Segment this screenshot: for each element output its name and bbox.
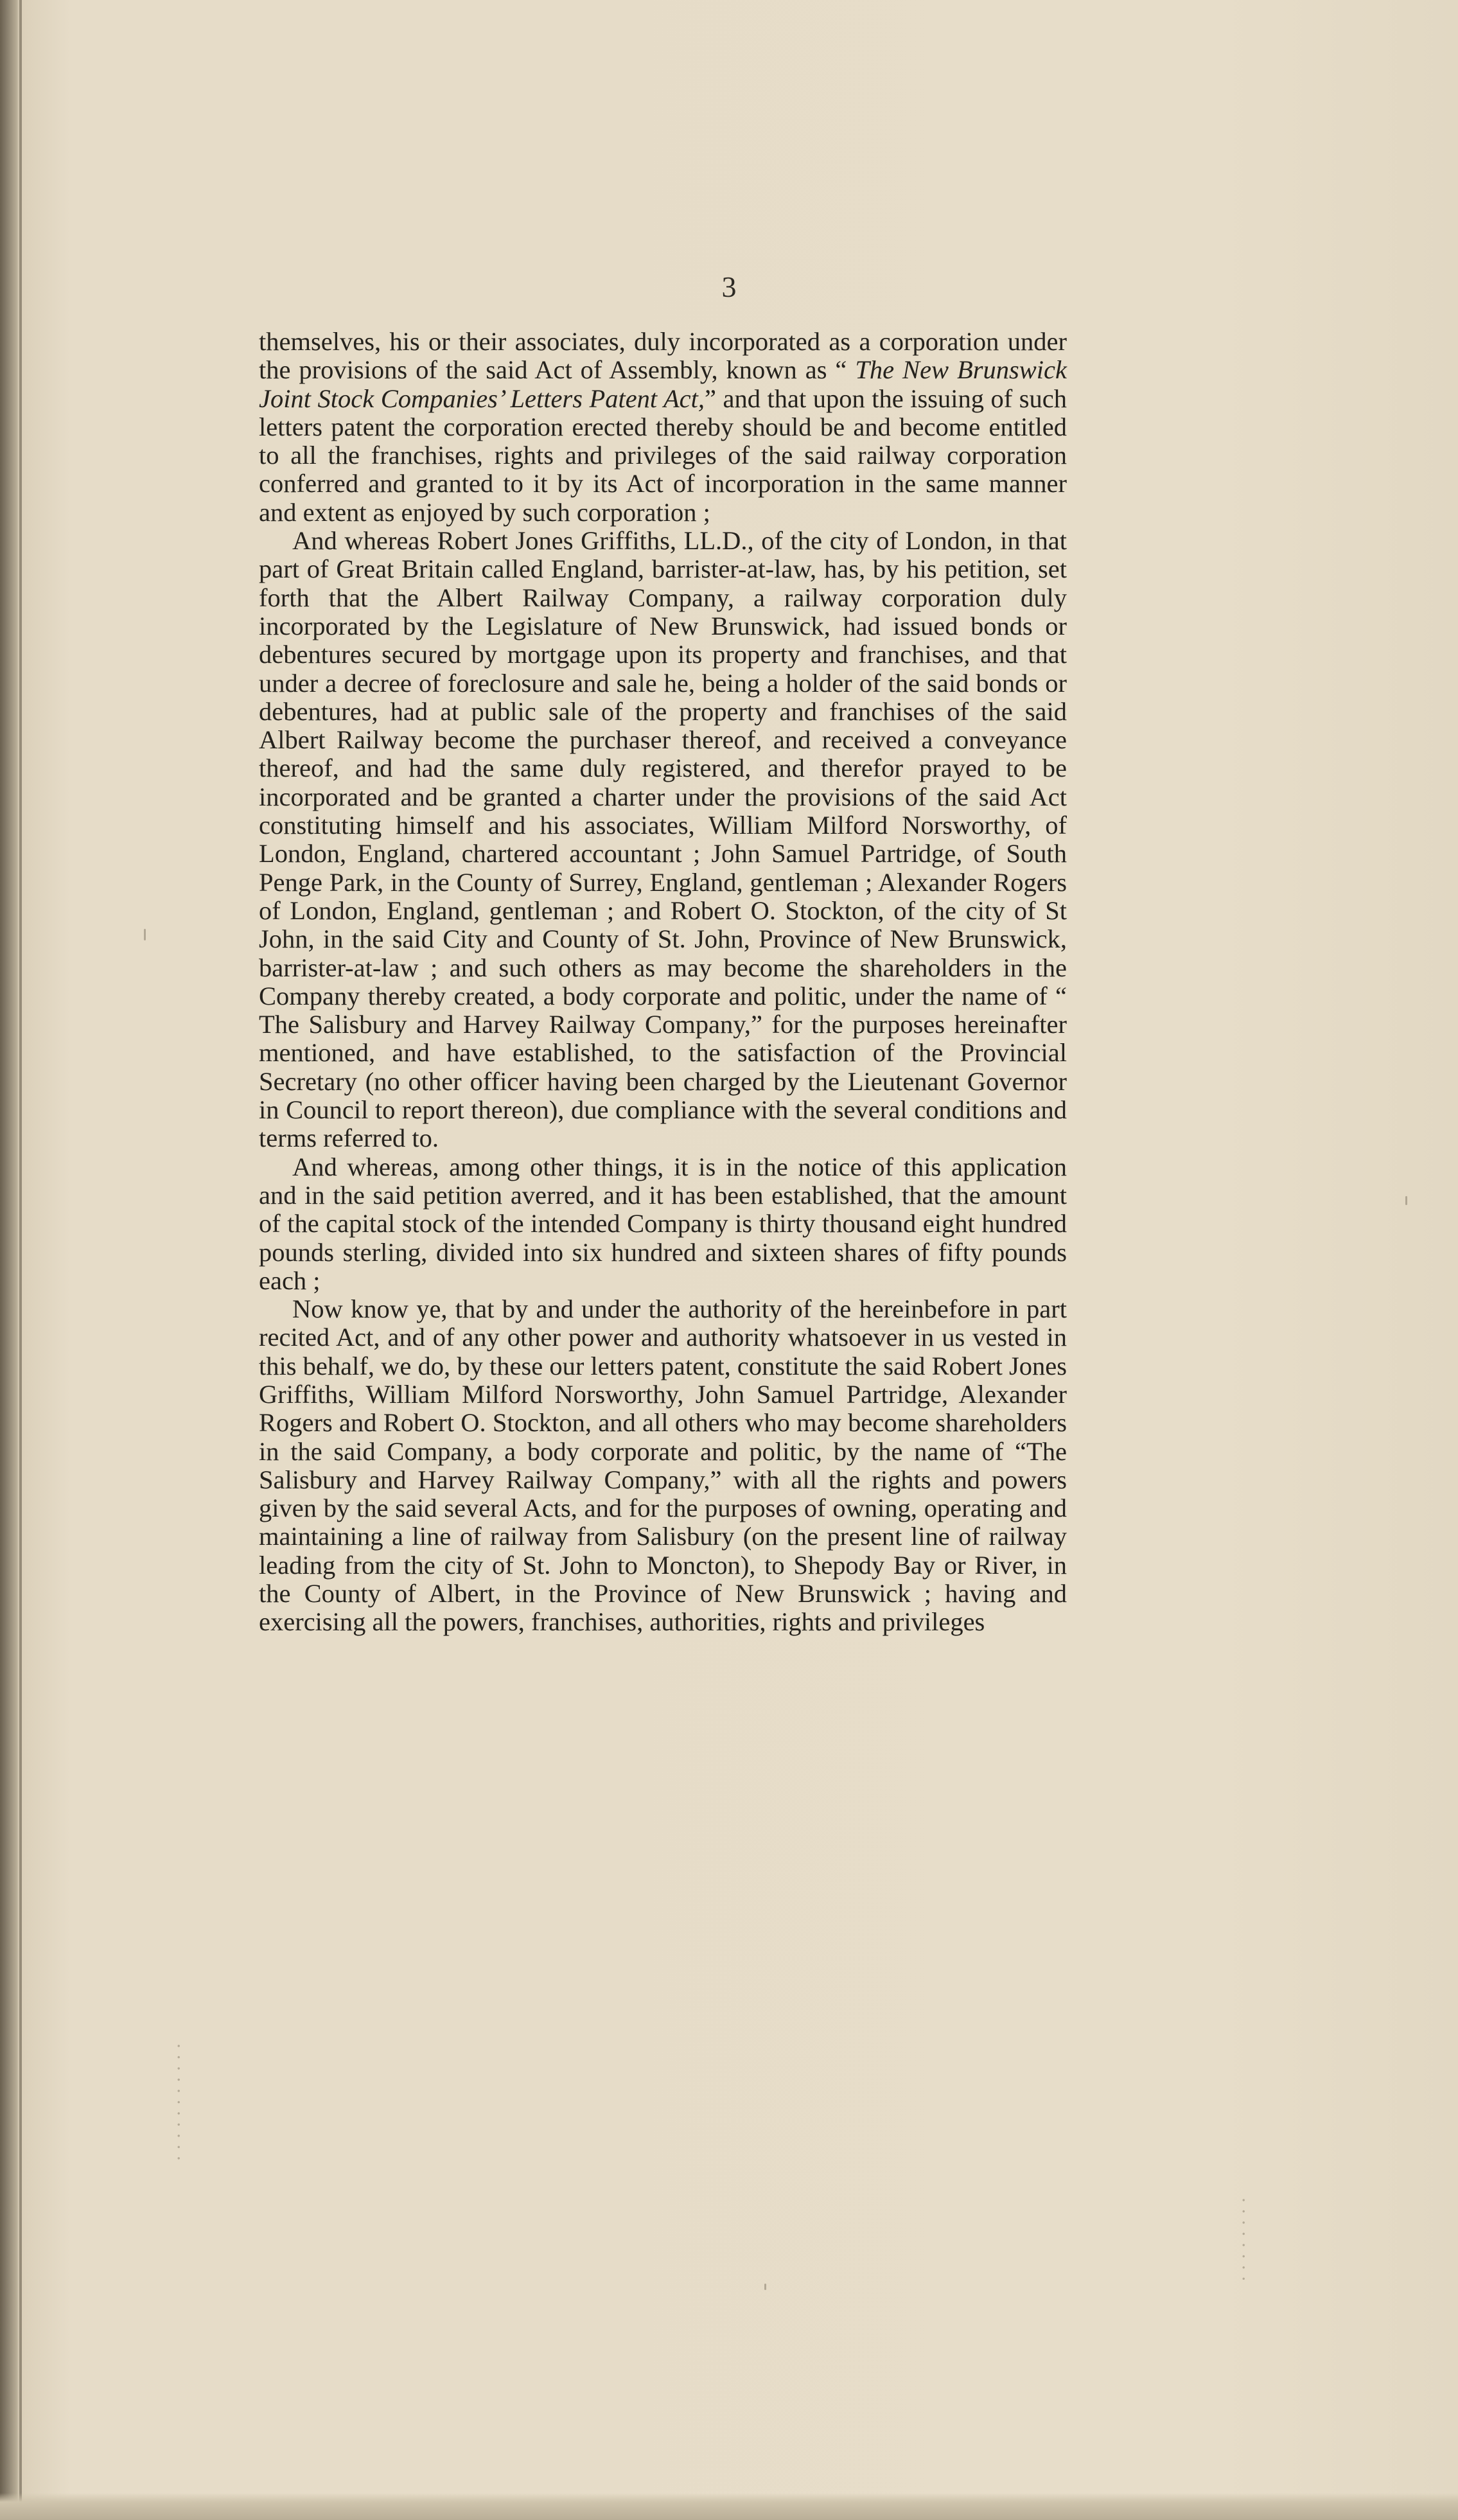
paper-speck xyxy=(1405,1196,1407,1205)
page-bottom-edge xyxy=(0,2493,1458,2520)
paper-speck xyxy=(144,929,146,940)
text-run: ” and that upon the issuing of such letters patent the corporation erected thereby should be and become entitled to all the franchises, rights and privileges of the said railway corporation conferred and granted to it by its Act of incorporation in the same manner and extent as enjoyed by such corporation ; xyxy=(259,383,1067,527)
show-through-text-left: · · · · · · · · · · · xyxy=(168,2043,189,2162)
text-run: And whereas, among other things, it is in the notice of this application and in the said petition averred, and it has been established, that the amount of the capital stock of the intended Company is thirty thousand eight hundred pounds sterling, divided into six hundred and sixteen shares of fifty pounds each ; xyxy=(259,1152,1067,1295)
paper-speck xyxy=(764,2284,766,2290)
book-spine-shadow xyxy=(0,0,19,2520)
paragraph xyxy=(259,1295,1067,1637)
paragraph xyxy=(259,1153,1067,1295)
body-text xyxy=(259,328,1067,1637)
show-through-text-right: · · · · · · · · xyxy=(1233,2197,1254,2282)
gutter-line xyxy=(19,0,22,2520)
page-number: 3 xyxy=(721,270,737,303)
text-run: And whereas Robert Jones Griffiths, LL.D., of the city of London, in that part of Great Britain called England, barrister-at-law, has, by his petition, set forth that the Albert Railway Company, a railway corporation duly incorporated by the Legislature of New Brunswick, had issued bonds or debentures secured by mortgage upon its property and franchises, and that under a decree of foreclosure and sale he, being a holder of the said bonds or debentures, had at public sale of the property and franchises of the said Albert Railway become the purchaser thereof, and received a conveyance thereof, and had the same duly registered, and therefor prayed to be incorporated and be granted a charter under the provisions of the said Act constituting himself and his associates, William Milford Norsworthy, of London, England, chartered accountant ; John Samuel Partridge, of South Penge Park, in the County of Surrey, England, gentleman ; Alexander Rogers of London, England, gentleman ; and Robert O. Stockton, of the city of St John, in the said City and County of St. John, Province of New Brunswick, barrister-at-law ; and such others as may become the shareholders in the Company thereby created, a body corporate and politic, under the name of “ The Salisbury and Harvey Railway Company,” for the purposes hereinafter mentioned, and have established, to the satisfaction of the Provincial Secretary (no other officer having been charged by the Lieutenant Governor in Council to report thereon), due compliance with the several conditions and terms referred to. xyxy=(259,526,1067,1153)
paragraph xyxy=(259,328,1067,527)
text-run: Now know ye, that by and under the authority of the hereinbefore in part recited Act, and of any other power and authority whatsoever in us vested in this behalf, we do, by these our letters patent, constitute the said Robert Jones Griffiths, William Milford Norsworthy, John Samuel Partridge, Alexander Rogers and Robert O. Stockton, and all others who may become shareholders in the said Company, a body corporate and politic, by the name of “The Salisbury and Harvey Railway Company,” with all the rights and powers given by the said several Acts, and for the purposes of owning, operating and maintaining a line of railway from Salisbury (on the present line of railway leading from the city of St. John to Moncton), to Shepody Bay or River, in the County of Albert, in the Province of New Brunswick ; having and exercising all the powers, franchises, authorities, rights and privileges xyxy=(259,1294,1067,1637)
paragraph xyxy=(259,527,1067,1153)
text-run: themselves, his or their associates, duly incorporated as a corporation under the provisions of the said Act of Assembly, known as “ xyxy=(259,327,1067,385)
act-title-italic: The New Brunswick Joint Stock Companies’ Letters Patent Act, xyxy=(259,355,1067,413)
